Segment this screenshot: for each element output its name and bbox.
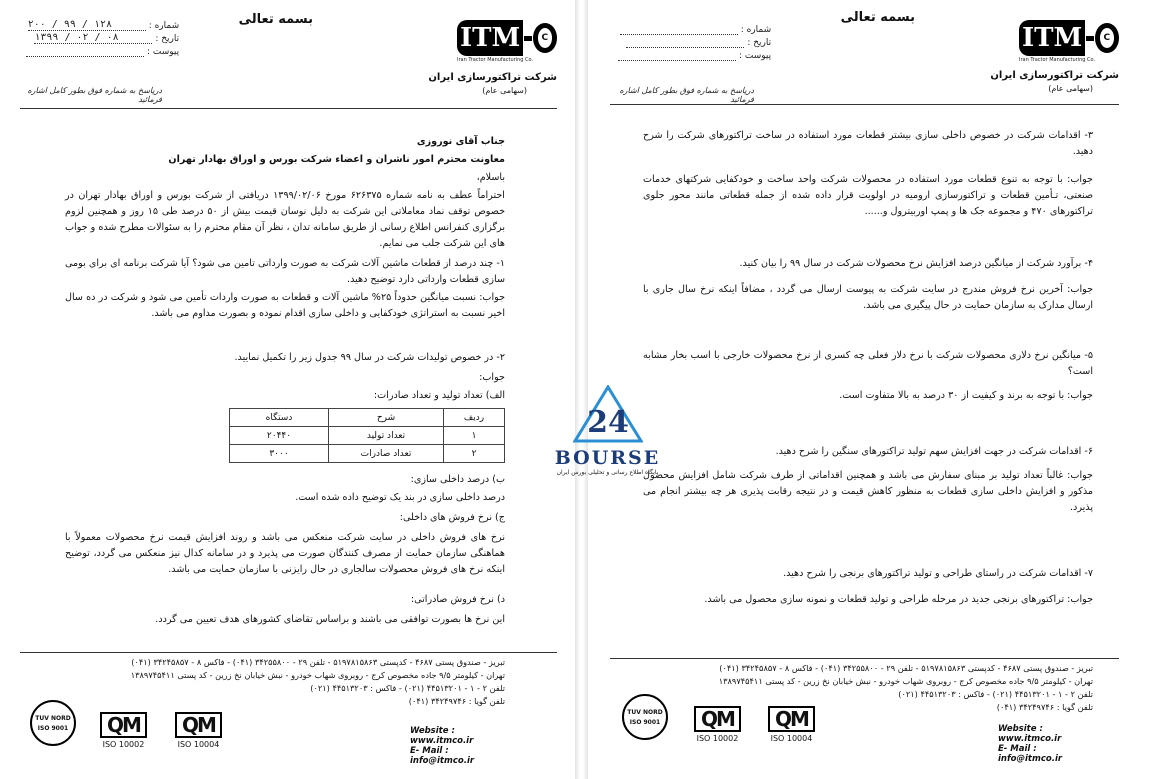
table-cell: تعداد صادرات — [329, 445, 444, 463]
company-logo — [1019, 20, 1119, 63]
email-text: E- Mail : info@itmco.ir — [998, 744, 1063, 764]
qm-certification-2 — [768, 706, 815, 743]
footer-tehran: تهران - کیلومتر ۹/۵ جاده مخصوص کرج - روبروی شهاب خودرو - نبش خیابان نخ زرین - کد پستی ۱۳۸۹۷۴۵۴۱۱ — [130, 670, 505, 680]
footer-tabriz: تبریز - صندوق پستی ۴۶۸۷ - کدپستی ۵۱۹۷۸۱۵۸۶۳ - تلفن ۲۹ - ۳۴۲۵۵۸۰۰ (۰۴۱) - فاکس ۸ - ۳۴۲۴۵۸۵۷ (۰۴۱) — [131, 657, 505, 667]
qm-logo-icon: QM — [768, 706, 815, 732]
table-cell: ۲ — [444, 445, 505, 463]
question-6: ۶- اقدامات شرکت در جهت افزایش سهم تولید تراکتورهای سنگین را شرح دهید. — [775, 446, 1093, 457]
tuv-certification-seal — [622, 694, 668, 740]
meta-date-row — [26, 31, 179, 44]
iso-label: ISO 10004 — [770, 734, 813, 743]
letter-page-1 — [0, 0, 575, 779]
answer-7: جواب: تراکتورهای برنجی جدید در مرحله طراحی و تولید قطعات و نمونه سازی محصول می باشد. — [704, 594, 1093, 605]
tuv-seal-icon — [622, 694, 668, 740]
table-cell: ۳۰۰۰ — [230, 445, 329, 463]
logo-dash — [524, 36, 531, 41]
qm-certification-1 — [694, 706, 741, 743]
intro-paragraph: احتراماً عطف به نامه شماره ۶۲۶۳۷۵ مورخ ۱۳۹۹/۰۲/۰۶ دریافتی از شرکت بورس و اوراق بهادار تهران در خصوص توقف نماد معاملاتی این شرکت به دلیل نوسان قیمت بیش از ۵۰ درصد طی ۱۵ روز و همچنین لزوم برگزاری کنفرانس اطلاع رسانی از طریق سامانه تدان ، نظر آن مقام محترم را به سئوالات مطرح شده و جواب های این شرکت جلب می نمایم. — [65, 190, 505, 249]
table-header: دستگاه — [230, 409, 329, 427]
logo-dash — [1086, 36, 1093, 41]
meta-date-row — [618, 35, 771, 48]
itm-logo-mark — [1019, 20, 1119, 56]
meta-date-label: تاریخ : — [155, 34, 180, 44]
meta-date-value — [626, 38, 744, 48]
part-b-text: درصد داخلی سازی در بند یک توضیح داده شده است. — [295, 492, 505, 503]
footer-contact — [998, 724, 1098, 764]
question-2: ۲- در خصوص تولیدات شرکت در سال ۹۹ جدول زیر را تکمیل نمایید. — [234, 352, 505, 363]
company-type: (سهامی عام) — [1048, 84, 1093, 93]
footer-tabriz: تبریز - صندوق پستی ۴۶۸۷ - کدپستی ۵۱۹۷۸۱۵۸۶۳ - تلفن ۲۹ - ۳۴۲۵۵۸۰۰ (۰۴۱) - فاکس ۸ - ۳۴۲۴۵۸۵۷ (۰۴۱) — [719, 663, 1093, 673]
logo-c-circle: C — [533, 23, 557, 53]
footer-ivr-phone: تلفن گویا : ۳۴۲۴۹۷۴۶ (۰۴۱) — [996, 702, 1093, 712]
iso9001-label: ISO 9001 — [37, 724, 69, 732]
qm-logo-icon: QM — [100, 712, 147, 738]
qm-certification-2 — [175, 712, 222, 749]
footer-tehran: تهران - کیلومتر ۹/۵ جاده مخصوص کرج - روبروی شهاب خودرو - نبش خیابان نخ زرین - کد پستی ۱۳۸۹۷۴۵۴۱۱ — [718, 676, 1093, 686]
table-row — [230, 445, 505, 463]
letter-meta — [26, 18, 179, 57]
table-cell: ۲۰۴۴۰ — [230, 427, 329, 445]
watermark-subtitle: پایگاه اطلاع رسانی و تحلیلی بورس ایران — [556, 469, 659, 476]
letter-page-2 — [588, 0, 1163, 779]
table-header: ردیف — [444, 409, 505, 427]
tuv-certification-seal — [30, 700, 76, 746]
email-text: E- Mail : info@itmco.ir — [410, 746, 475, 766]
iso-label: ISO 10002 — [102, 740, 145, 749]
watermark-word: BOURSE — [554, 447, 661, 469]
part-d-label: د) نرخ فروش صادراتی: — [410, 594, 505, 605]
table-cell: تعداد تولید — [329, 427, 444, 445]
company-type: (سهامی عام) — [482, 86, 527, 95]
meta-number-value — [620, 25, 738, 35]
website-text: Website : www.itmco.ir — [410, 726, 474, 746]
answer-1: جواب: نسبت میانگین حدوداً ۲۵% ماشین آلات و قطعات به صورت واردات تأمین می شود و شرکت در ده سال اخیر نسبت به استراتژی خودکفایی و داخلی سازی اقدام نموده و بصورت مداوم می باشد. — [65, 292, 506, 319]
footer-address — [45, 656, 505, 708]
watermark-digits: 24 — [586, 405, 629, 440]
footer-tehran-phone: تلفن ۲ - ۱ - ۴۴۵۱۳۲۰۱ (۰۲۱) - فاکس : ۴۴۵۱۳۲۰۳ (۰۲۱) — [898, 689, 1093, 699]
greeting: باسلام، — [476, 172, 505, 183]
question-4: ۴- برآورد شرکت از میانگین درصد افزایش نرخ محصولات شرکت در سال ۹۹ را بیان کنید. — [739, 258, 1093, 269]
header-divider — [610, 104, 1119, 105]
footer-divider — [20, 652, 557, 653]
iso9001-label: ISO 9001 — [629, 718, 661, 726]
question-5: ۵- میانگین نرخ دلاری محصولات شرکت با نرخ دلار فعلی چه کسری از نرخ محصولات خارجی با اسب بخار مشابه است؟ — [643, 350, 1093, 377]
part-c-text: نرخ های فروش داخلی در سایت شرکت منعکس می باشد و روند افزایش قیمت نرخ محصولات معمولاً با هماهنگی سازمان حمایت از مصرف کنندگان صورت می پذیرد و در سامانه کدال نیز منعکس می گردد، توضیح اینکه نرخ های فروش محصولات سالجاری در حال رایزنی با سازمان حمایت می باشد. — [65, 532, 505, 575]
logo-block: ITM — [1019, 20, 1085, 56]
addressee: جناب آقای نوروزی — [416, 136, 505, 147]
bourse24-watermark — [550, 385, 665, 476]
bismillah-heading: بسمه تعالی — [238, 12, 313, 27]
meta-date-label: تاریخ : — [747, 38, 772, 48]
answer-2-part-a: الف) تعداد تولید و تعداد صادرات: — [373, 390, 505, 401]
reference-note: درپاسخ به شماره فوق بطور کامل اشاره فرمائید — [27, 86, 162, 104]
letter-meta — [618, 22, 771, 61]
table-row — [230, 427, 505, 445]
qm-logo-icon: QM — [175, 712, 222, 738]
tuv-seal-icon — [30, 700, 76, 746]
website-text: Website : www.itmco.ir — [998, 724, 1062, 744]
footer-ivr-phone: تلفن گویا : ۳۴۲۴۹۷۴۶ (۰۴۱) — [408, 696, 505, 706]
logo-block: ITM — [457, 20, 523, 56]
bismillah-heading: بسمه تعالی — [840, 10, 915, 25]
table-header: شرح — [329, 409, 444, 427]
meta-attach-value — [618, 51, 736, 61]
qm-logo-icon: QM — [694, 706, 741, 732]
tuv-label: TUV NORD — [35, 714, 71, 722]
answer-3: جواب: با توجه به تنوع قطعات مورد استفاده در محصولات شرکت واحد ساخت و خودکفایی شرکتهای خدمات صنعتی، تـأمین قطعات و تراکتورسازی ارومیه در اولویت قرار داده شده از جمله قطعاتی مانند محور جلوی تراکتورهای ۴۷۰ و مجموعه جک ها و پمپ اوربیترول و...... — [643, 174, 1093, 217]
answer-4: جواب: آخرین نرخ فروش مندرج در سایت شرکت به پیوست ارسال می گردد ، مضافاً اینکه نرخ سال جاری با ارسال مدارک به سازمان حمایت در حال پیگیری می باشد. — [643, 284, 1093, 311]
meta-attach-value — [26, 47, 144, 57]
meta-number-row — [26, 18, 179, 31]
bourse24-logo-icon — [573, 385, 643, 443]
answer-6: جواب: غالباً تعداد تولید بر مبنای سفارش می باشد و همچنین اقداماتی از طرف شرکت شامل افزایش محصول مذکور و افزایش داخلی سازی قطعات به منظور کاهش قیمت و در نتیجه رقابت پذیری هر چه بیشتر انجام می پذیرد. — [643, 470, 1093, 513]
logo-c-circle: C — [1095, 23, 1119, 53]
meta-number-row — [618, 22, 771, 35]
iso-label: ISO 10004 — [177, 740, 220, 749]
reference-note: درپاسخ به شماره فوق بطور کامل اشاره فرمائید — [619, 86, 754, 104]
meta-number-label: شماره : — [740, 25, 772, 35]
question-7: ۷- اقدامات شرکت در راستای طراحی و تولید تراکتورهای برنجی را شرح دهید. — [783, 568, 1093, 579]
meta-attach-label: پیوست : — [147, 47, 180, 57]
company-name: شرکت تراکتورسازی ایران — [990, 70, 1119, 81]
question-3: ۳- اقدامات شرکت در خصوص داخلی سازی بیشتر قطعات مورد استفاده در ساخت تراکتورهای شرکت را شرح دهید. — [643, 130, 1093, 157]
meta-number-value: ۲۰۰ / ۹۹ / ۱۲۸ — [28, 21, 146, 31]
meta-date-value: ۱۳۹۹ / ۰۲ / ۰۸ — [34, 34, 152, 44]
addressee-title: معاونت محترم امور ناشران و اعضاء شرکت بورس و اوراق بهادار تهران — [168, 154, 505, 165]
table-header-row — [230, 409, 505, 427]
meta-number-label: شماره : — [148, 21, 180, 31]
logo-subtitle: Iran Tractor Manufacturing Co. — [1019, 57, 1096, 63]
part-c-label: ج) نرخ فروش های داخلی: — [399, 512, 505, 523]
itm-logo-mark — [457, 20, 557, 56]
answer-5: جواب: با توجه به برند و کیفیت از ۳۰ درصد به بالا متفاوت است. — [839, 390, 1093, 401]
tuv-label: TUV NORD — [627, 708, 663, 716]
meta-attach-row — [618, 48, 771, 61]
footer-divider — [610, 658, 1119, 659]
qm-certification-1 — [100, 712, 147, 749]
header-divider — [20, 108, 557, 109]
footer-contact — [410, 726, 510, 766]
company-logo — [457, 20, 557, 63]
logo-subtitle: Iran Tractor Manufacturing Co. — [457, 57, 534, 63]
meta-attach-label: پیوست : — [739, 51, 772, 61]
production-table — [229, 408, 505, 463]
meta-attach-row — [26, 44, 179, 57]
footer-tehran-phone: تلفن ۲ - ۱ - ۴۴۵۱۳۲۰۱ (۰۲۱) - فاکس : ۴۴۵۱۳۲۰۳ (۰۲۱) — [310, 683, 505, 693]
question-1: ۱- چند درصد از قطعات ماشین آلات شرکت به صورت وارداتی تامین می شود؟ آیا شرکت برنامه ای برای بومی سازی قطعات وارداتی دارد توضیح دهید. — [65, 258, 505, 285]
company-name: شرکت تراکتورسازی ایران — [428, 72, 557, 83]
answer-2-label: جواب: — [479, 372, 505, 383]
iso-label: ISO 10002 — [696, 734, 739, 743]
part-b-label: ب) درصد داخلی سازی: — [410, 474, 505, 485]
part-d-text: این نرخ ها بصورت توافقی می باشند و براساس تقاضای کشورهای هدف تعیین می گردد. — [155, 614, 505, 625]
table-cell: ۱ — [444, 427, 505, 445]
